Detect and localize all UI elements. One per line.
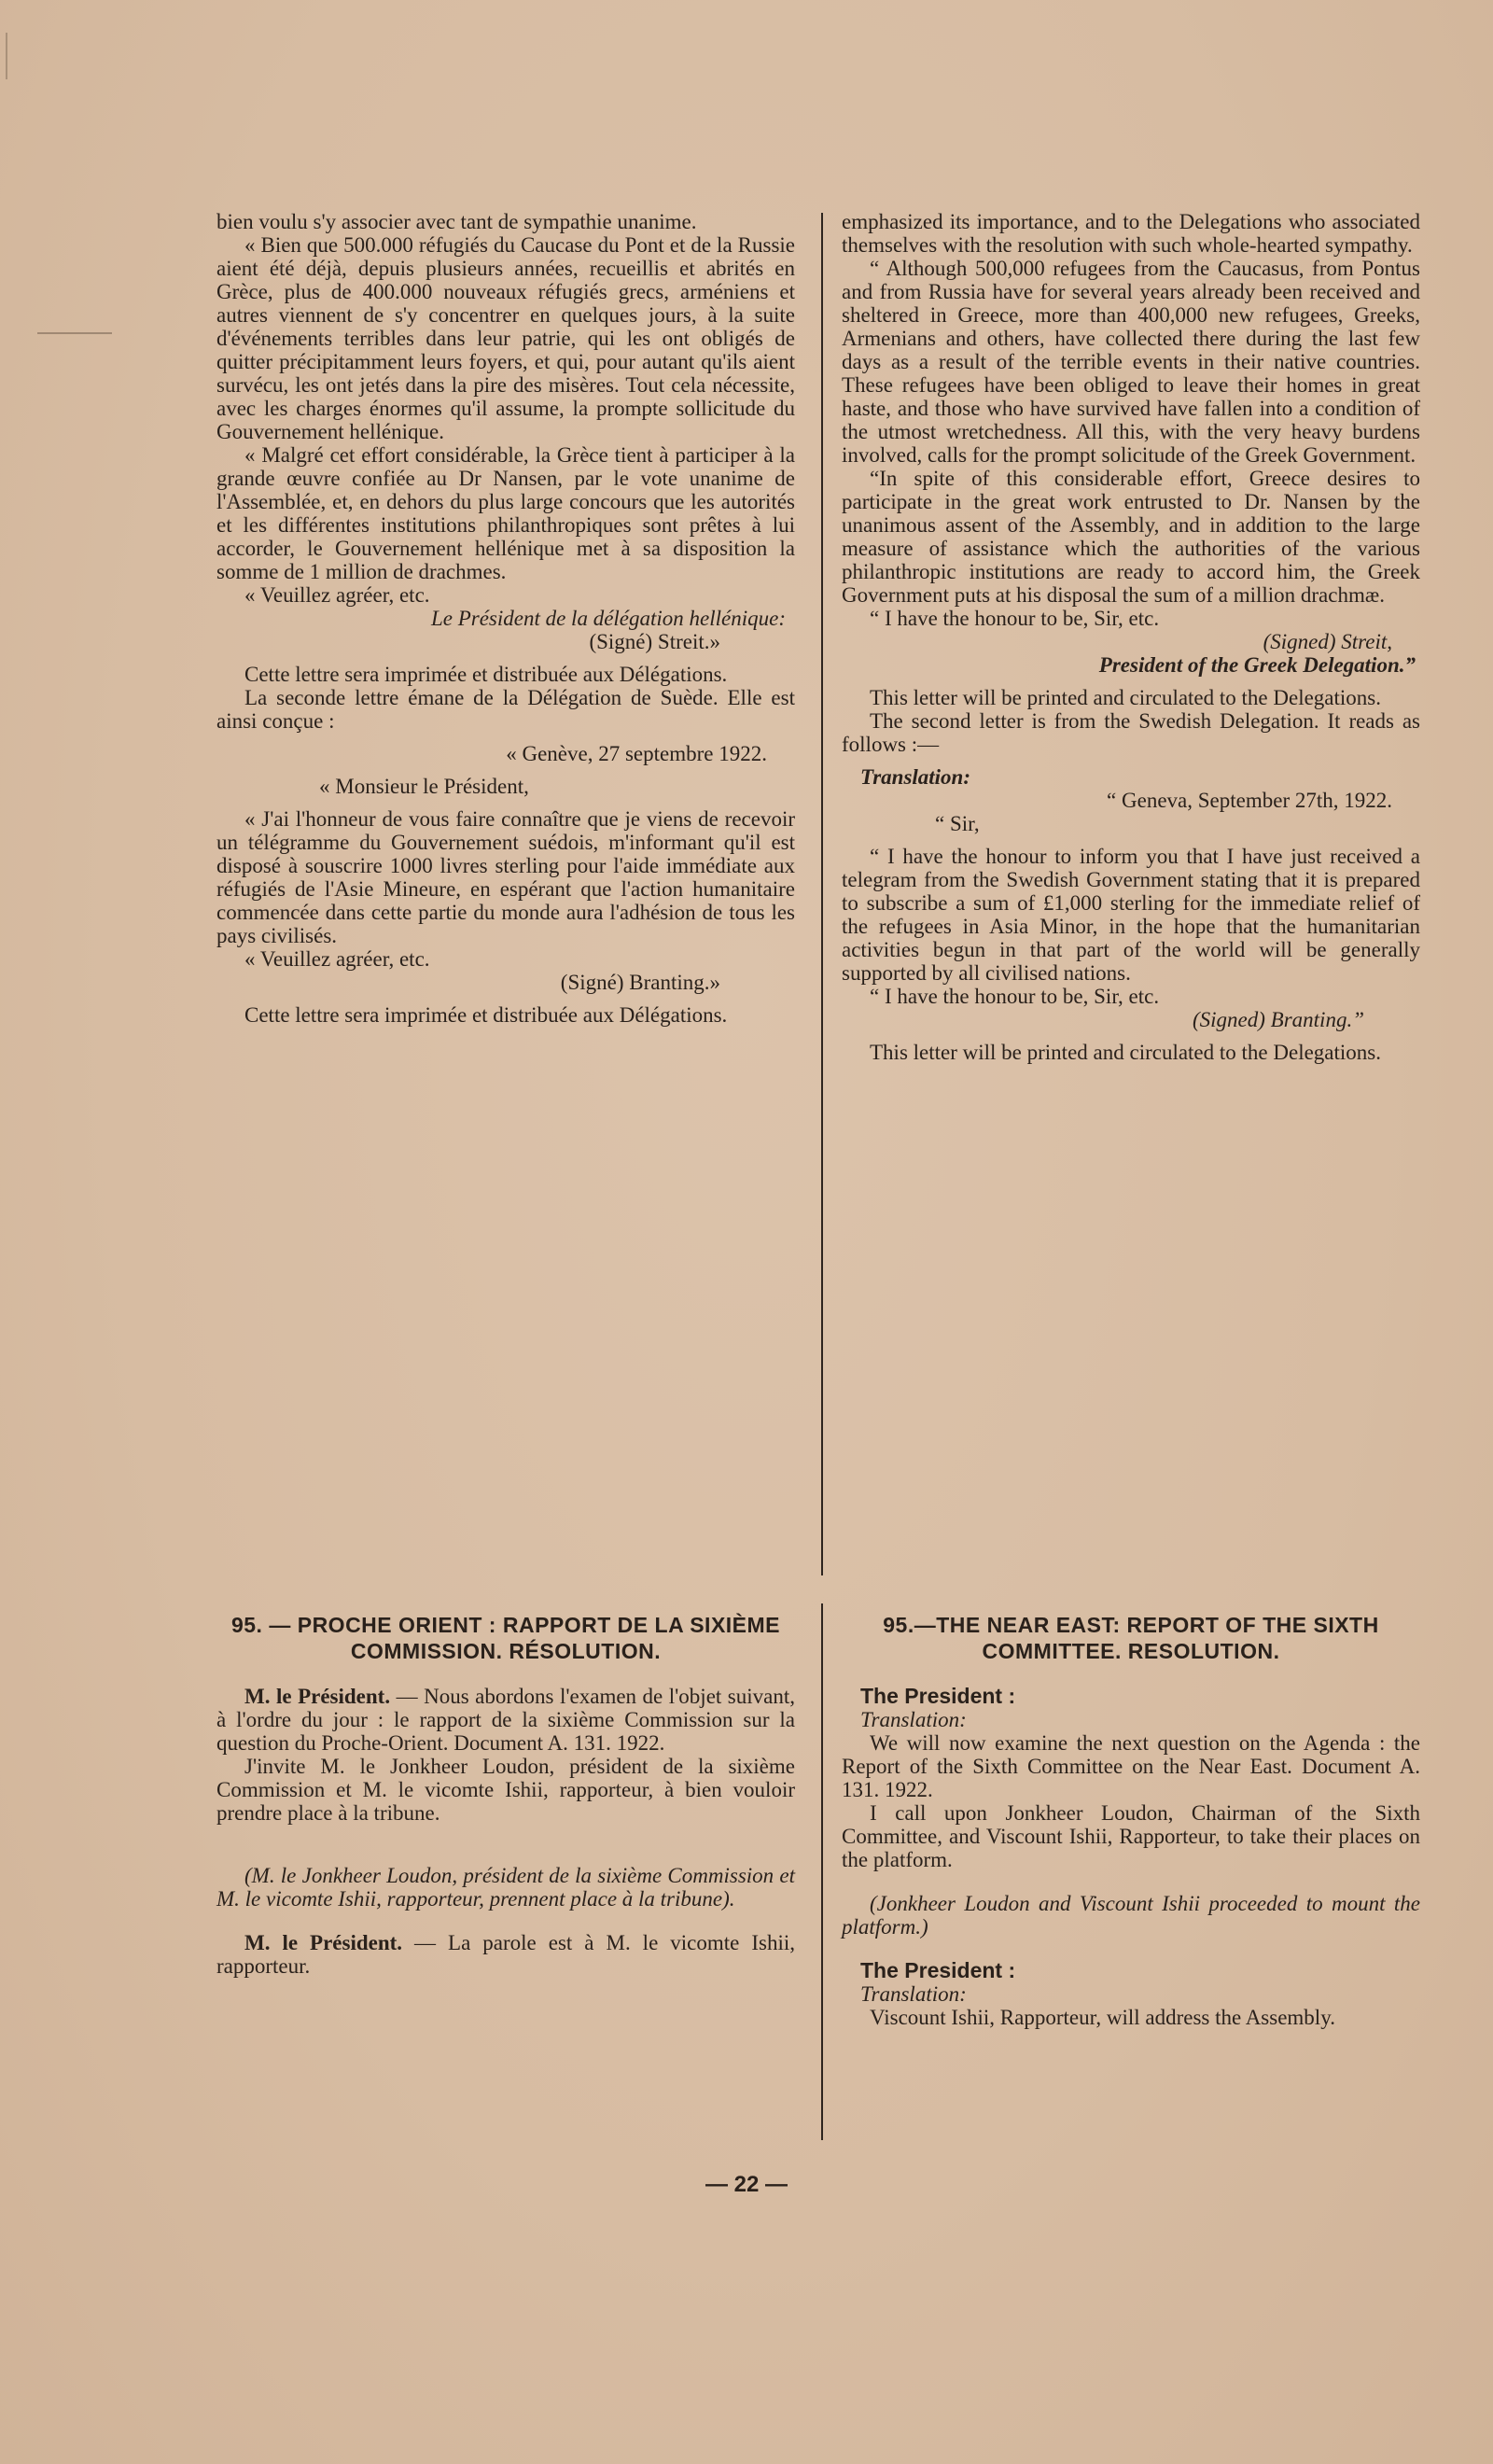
paragraph: “ I have the honour to be, Sir, etc. [870,607,1160,630]
section-heading: 95. — PROCHE ORIENT : RAPPORT DE LA SIXIÈME COMMISSION. RÉSOLUTION. [230,1613,781,1663]
paragraph: “ I have the honour to be, Sir, etc. [870,985,1160,1008]
column-divider [821,1603,823,2140]
speech-text: — La parole est à M. le vicomte Ishii, rapporteur. [216,1931,795,1978]
page-number: — 22 — [705,2172,788,2197]
signature: (Signé) Branting.» [560,971,720,994]
paragraph: “ Although 500,000 refugees from the Caucasus, from Pontus and from Russia have for several years already been received and sheltered in Greece, more than 400,000 new refugees, Greeks, Armenians and others, have collected there during the last few days as a result of the terrible events in their native countries. These refugees have been obliged to leave their homes in great haste, and those who have survived have fallen into a condition of the utmost wretchedness. All this, with the very heavy burdens involved, calls for the prompt solicitude of the Greek Government. [842,257,1420,467]
paragraph: “In spite of this considerable effort, Greece desires to participate in the great work entrusted to Dr. Nansen by the unanimous assent of the Assembly, and in addition to the large measure of assistance which the authorities of the various philanthropic institutions are ready to accord him, the Greek Government puts at his disposal the sum of a million drachmæ. [842,467,1420,607]
paragraph [216,1931,795,1978]
dateline: « Genève, 27 septembre 1922. [506,742,767,765]
salutation: « Monsieur le Président, [319,775,529,798]
bottom-left-column [216,1612,795,1978]
signature: (Signed) Branting.” [1193,1008,1364,1031]
paragraph: Cette lettre sera imprimée et distribuée aux Délégations. [244,1003,728,1027]
translation-label: Translation: [860,765,971,789]
paragraph: « Veuillez agréer, etc. [244,947,430,971]
signature: (Signed) Streit, [1263,630,1392,653]
speaker-name: The President : [860,1684,1016,1708]
paragraph: “ I have the honour to inform you that I have just received a telegram from the Swedish Government stating that it is prepared to subscribe a sum of £1,000 sterling for the immediate relief of the refugees in Asia Minor, in the hope that the humanitarian activities begun in that part of the world will be generally supported by all civilised nations. [842,845,1420,985]
translation-label: Translation: [860,1708,967,1731]
paragraph: The second letter is from the Swedish Delegation. It reads as follows :— [842,709,1420,756]
paper-mark [37,332,112,334]
signature-title: President of the Greek Delegation.” [1098,653,1416,677]
top-right-column [842,210,1420,1064]
salutation: “ Sir, [935,812,980,835]
stage-direction: (M. le Jonkheer Loudon, président de la sixième Commission et M. le vicomte Ishii, rapporteur, prennent place à la tribune). [216,1864,795,1911]
paragraph: J'invite M. le Jonkheer Loudon, président de la sixième Commission et M. le vicomte Ishii, rapporteur, à bien vouloir prendre place à la tribune. [216,1755,795,1825]
stage-direction: (Jonkheer Loudon and Viscount Ishii proceeded to mount the platform.) [842,1892,1420,1939]
column-divider [821,213,823,1575]
paragraph: « Veuillez agréer, etc. [244,583,430,607]
paragraph: This letter will be printed and circulated to the Delegations. [870,686,1381,709]
paragraph: I call upon Jonkheer Loudon, Chairman of the Sixth Committee, and Viscount Ishii, Rapporteur, to take their places on the platform. [842,1801,1420,1871]
paragraph: « Bien que 500.000 réfugiés du Caucase du Pont et de la Russie aient été déjà, depuis plusieurs années, recueillis et abrités en Grèce, plus de 400.000 nouveaux réfugiés grecs, arméniens et autres viennent de s'y concentrer en quelques jours, à la suite d'événements terribles dans leur patrie, qui les ont obligés de quitter précipitamment leurs foyers, et qui, pour autant qu'ils aient survécu, les ont jetés dans la pire des misères. Tout cela nécessite, avec les charges énormes qu'il assume, la prompte sollicitude du Gouvernement hellénique. [216,233,795,443]
dateline: “ Geneva, September 27th, 1922. [1107,789,1392,812]
signature: (Signé) Streit.» [589,630,720,653]
paragraph [216,1685,795,1755]
paragraph: Cette lettre sera imprimée et distribuée aux Délégations. [244,663,728,686]
paper-mark [6,33,7,79]
paragraph: « J'ai l'honneur de vous faire connaître que je viens de recevoir un télégramme du Gouvernement suédois, m'informant qu'il est disposé à souscrire 1000 livres sterling pour l'aide immédiate aux réfugiés de l'Asie Mineure, en espérant que l'action humanitaire commencée dans cette partie du monde aura l'adhésion de tous les pays civilisés. [216,807,795,947]
speaker-name: The President : [860,1958,1016,1982]
speaker-name: M. le Président. [244,1931,403,1954]
paragraph: emphasized its importance, and to the Delegations who associated themselves with the resolution with such whole-hearted sympathy. [842,210,1420,257]
speech-text: — Nous abordons l'examen de l'objet suivant, à l'ordre du jour : le rapport de la sixième Commission sur la question du Proche-Orient. Document A. 131. 1922. [216,1685,795,1755]
paragraph: Viscount Ishii, Rapporteur, will address the Assembly. [870,2006,1335,2029]
paragraph: This letter will be printed and circulated to the Delegations. [870,1041,1381,1064]
translation-label: Translation: [860,1982,967,2006]
speaker-name: M. le Président. [244,1685,391,1708]
top-left-column [216,210,795,1027]
signature-title: Le Président de la délégation hellénique: [430,607,786,630]
paragraph: « Malgré cet effort considérable, la Grèce tient à participer à la grande œuvre confiée au Dr Nansen, par le vote unanime de l'Assemblée, et, en dehors du plus large concours que les autorités et les différentes institutions philanthropiques sont prêtes à lui accorder, le Gouvernement hellénique met à sa disposition la somme de 1 million de drachmes. [216,443,795,583]
paragraph: bien voulu s'y associer avec tant de sympathie unanime. [216,210,697,233]
paragraph: La seconde lettre émane de la Délégation de Suède. Elle est ainsi conçue : [216,686,795,733]
section-heading: 95.—THE NEAR EAST: REPORT OF THE SIXTH COMMITTEE. RESOLUTION. [883,1613,1379,1663]
paragraph: We will now examine the next question on the Agenda : the Report of the Sixth Committee on the Near East. Document A. 131. 1922. [842,1731,1420,1801]
bottom-right-column [842,1612,1420,2029]
